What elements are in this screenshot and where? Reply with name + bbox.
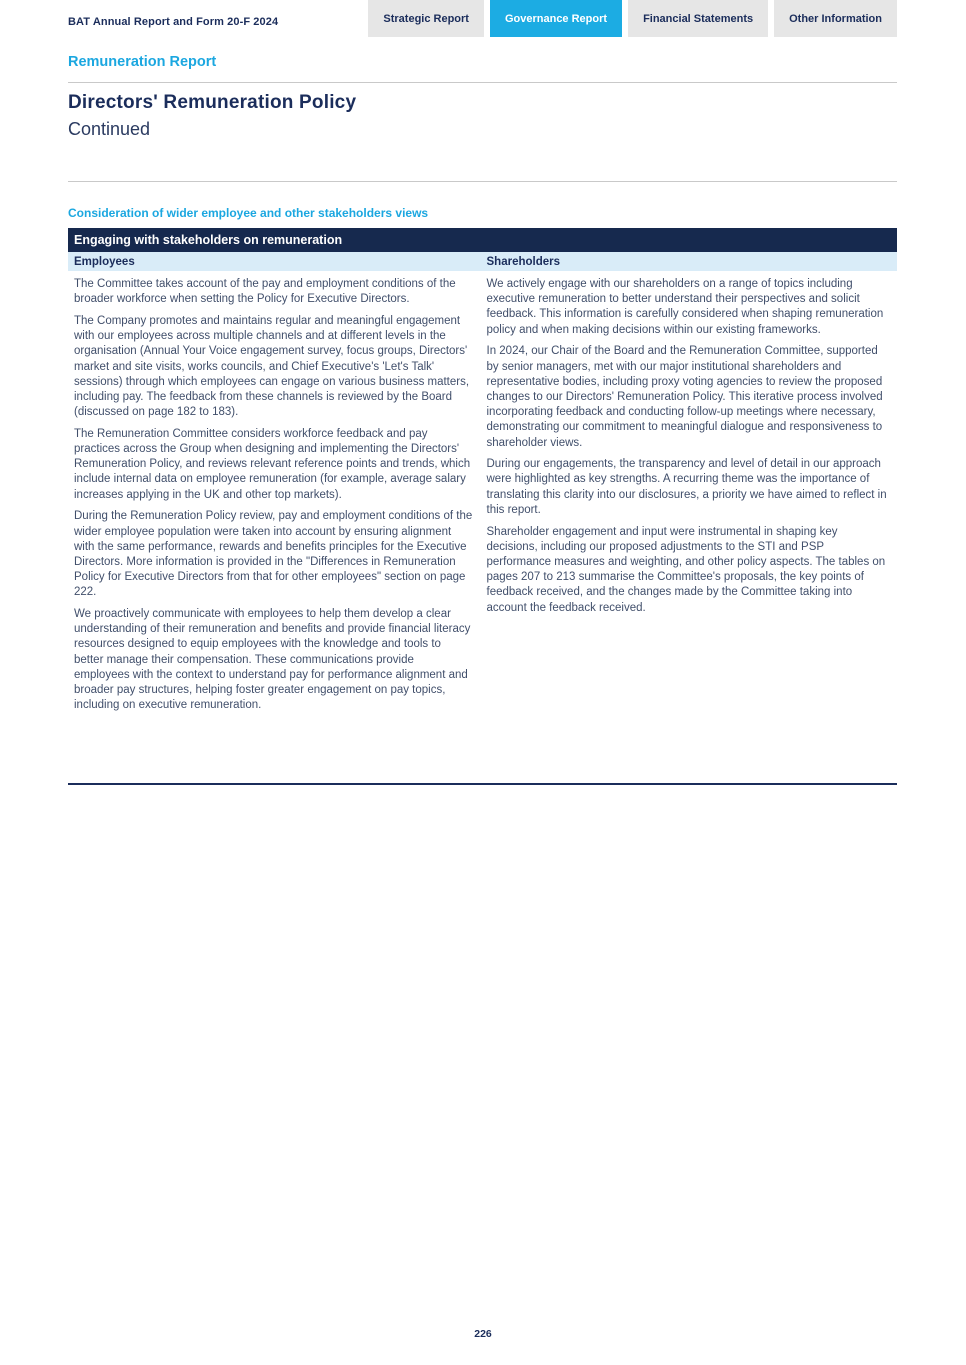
shareholders-column xyxy=(483,271,898,783)
paragraph: Shareholder engagement and input were instrumental in shaping key decisions, including our proposed adjustments to the STI and PSP performance measures and weighting, and other policy aspects. The tables on pages 207 to 213 summarise the Committee's proposals, the key points of feedback received, and the changes made by the Committee taking into account the feedback received. xyxy=(486,525,886,614)
paragraph: During our engagements, the transparency and level of detail in our approach were highlighted as key strengths. A recurring theme was the importance of translating this clarity into our disclosures, a priority we have aimed to reflect in this report. xyxy=(486,458,887,516)
page-content xyxy=(68,0,897,785)
table-subheader-row xyxy=(68,252,897,271)
paragraph: In 2024, our Chair of the Board and the Remuneration Committee, supported by senior managers, met with our major institutional shareholders and representative bodies, including proxy voting agencies to review the proposed changes to our Directors' Remuneration Policy. This iterative process involved incorporating feedback and conducting follow-up meetings where necessary, demonstrating our commitment to meaningful dialogue and responsiveness to shareholder views. xyxy=(486,345,883,449)
table-body-row xyxy=(68,271,897,783)
paragraph: During the Remuneration Policy review, pay and employment conditions of the wider employee population were taken into account by ensuring alignment with the same performance, rewards and benefits principles for the Executive Directors. More information is provided in the "Differences in Remuneration Policy for Executive Directors from that for other employees" section on page 222. xyxy=(74,510,473,599)
consideration-heading: Consideration of wider employee and other stakeholders views xyxy=(68,206,429,220)
tab-strategic-report[interactable]: Strategic Report xyxy=(368,0,484,37)
divider xyxy=(68,82,897,83)
tab-financial-statements[interactable]: Financial Statements xyxy=(628,0,768,37)
paragraph: The Company promotes and maintains regular and meaningful engagement with our employees across multiple channels and at different levels in the organisation (Annual Your Voice engagement survey, focus groups, Directors' market and site visits, works councils, and Chief Executive's 'Let's Talk' sessions) through which employees can engage on various business matters, including pay. The feedback from these channels is reviewed by the Board (discussed on page 182 to 183). xyxy=(74,314,470,419)
tab-governance-report[interactable]: Governance Report xyxy=(490,0,622,37)
table-header: Engaging with stakeholders on remuneration xyxy=(68,228,897,252)
section-label: Remuneration Report xyxy=(68,54,217,70)
column-header-employees: Employees xyxy=(74,256,135,268)
stakeholders-table xyxy=(68,228,897,785)
divider xyxy=(68,181,897,182)
report-title: BAT Annual Report and Form 20-F 2024 xyxy=(68,16,279,28)
tab-other-information[interactable]: Other Information xyxy=(774,0,897,37)
column-header-shareholders: Shareholders xyxy=(486,256,560,268)
page-number: 226 xyxy=(474,1328,492,1340)
paragraph: The Committee takes account of the pay and employment conditions of the broader workforce when setting the Policy for Executive Directors. xyxy=(74,278,456,306)
paragraph: We proactively communicate with employees to help them develop a clear understanding of their remuneration and benefits and provide financial literacy resources designed to equip employees with the knowledge and tools to better manage their compensation. These communications provide employees with the context to understand pay for performance alignment and broader pay structures, helping foster greater engagement on pay topics, including on executive remuneration. xyxy=(74,608,471,712)
paragraph: We actively engage with our shareholders on a range of topics including executive remuneration to better understand their perspectives and solicit feedback. This information is carefully considered when shaping remuneration policy and when making decisions within our existing frameworks. xyxy=(486,278,884,336)
page-title: Directors' Remuneration Policy xyxy=(68,92,357,113)
page-subtitle: Continued xyxy=(68,119,151,139)
employees-column xyxy=(68,271,483,783)
paragraph: The Remuneration Committee considers workforce feedback and pay practices across the Group when designing and implementing the Directors' Remuneration Policy, and reviews relevant reference points and trends, which include internal data on employee remuneration (for example, average salary increases applying in the UK and other top markets). xyxy=(74,427,471,501)
